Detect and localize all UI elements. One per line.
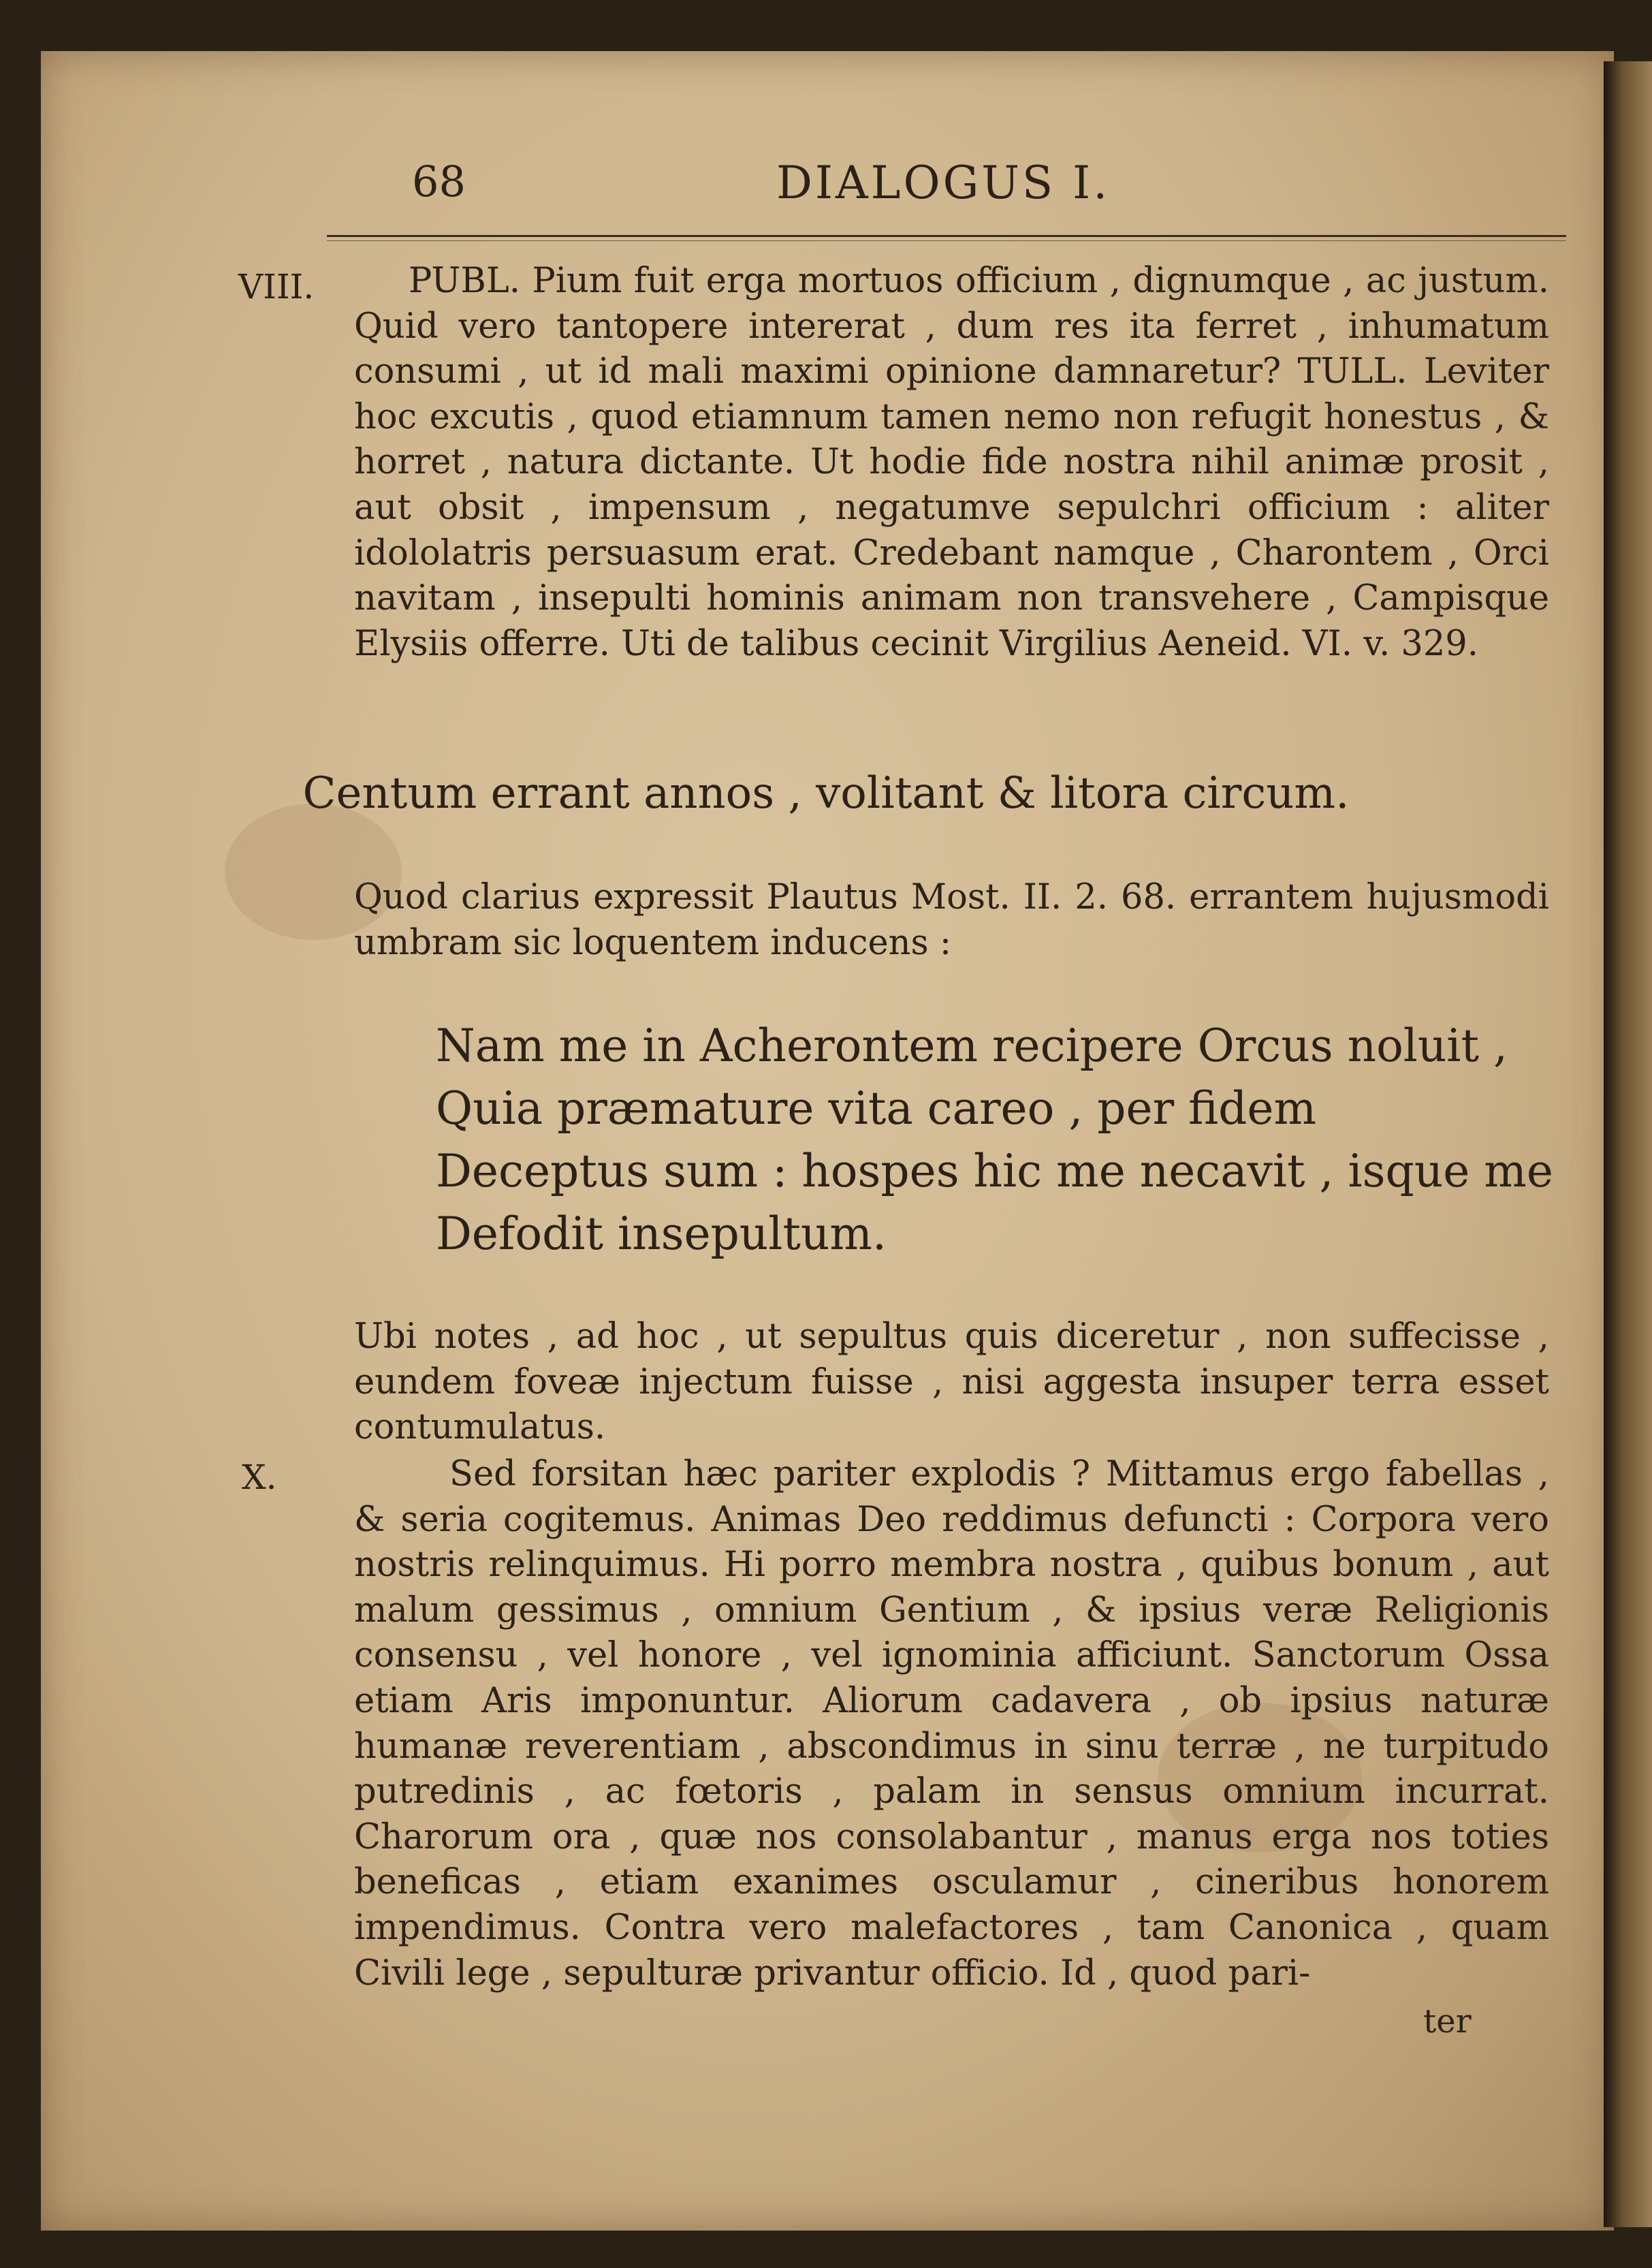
section-number-viii: VIII. xyxy=(238,267,315,306)
verse-plautus-line-1: Nam me in Acherontem recipere Orcus noluit , xyxy=(436,1020,1508,1072)
header-rule xyxy=(327,235,1566,237)
paragraph-plautus-intro: Quod clarius expressit Plautus Most. II. 2. 68. errantem hujusmodi umbram sic loquentem inducens : xyxy=(354,877,1549,963)
paragraph-publ-tull: PUBL. Pium fuit erga mortuos officium , dignumque , ac justum. Quid vero tantopere intererat , dum res ita ferret , inhumatum consumi , ut id mali maximi opinione damnaretur? TULL. Leviter hoc excutis , quod etiamnum tamen nemo non refugit honestus , & horret , natura dictante. Ut hodie fide nostra nihil animæ prosit , aut obsit , impensum , negatumve sepulchri officium : aliter idololatris persuasum erat. Credebant namque , Charontem , Orci navitam , insepulti hominis animam non transvehere , Campisque Elysiis offerre. Uti de talibus cecinit Virgilius Aeneid. VI. v. 329. xyxy=(354,261,1549,664)
verse-plautus-line-3: Deceptus sum : hospes hic me necavit , isque me xyxy=(436,1145,1553,1197)
next-page-edge xyxy=(1604,61,1652,2227)
section-number-x: X. xyxy=(242,1458,277,1497)
paragraph-sed-forsitan: Sed forsitan hæc pariter explodis ? Mittamus ergo fabellas , & seria cogitemus. Animas Deo reddimus defuncti : Corpora vero nostris relinquimus. Hi porro membra nostra , quibus bonum , aut malum gessimus , omnium Gentium , & ipsius veræ Religionis consensu , vel honore , vel ignominia afficiunt. Sanctorum Ossa etiam Aris imponuntur. Aliorum cadavera , ob ipsius naturæ humanæ reverentiam , abscondimus in sinu terræ , ne turpitudo putredinis , ac fœtoris , palam in sensus omnium incurrat. Charorum ora , quæ nos consolabantur , manus erga nos toties beneficas , etiam exanimes osculamur , cineribus honorem impendimus. Contra vero malefactores , tam Canonica , quam Civili lege , sepulturæ privantur officio. Id , quod pari- xyxy=(354,1454,1549,1994)
running-title: DIALOGUS I. xyxy=(776,157,1111,209)
paragraph-ubi-notes: Ubi notes , ad hoc , ut sepultus quis diceretur , non suffecisse , eundem foveæ injectum fuisse , nisi aggesta insuper terra esset contumulatus. xyxy=(354,1317,1549,1448)
verse-plautus-line-4: Defodit insepultum. xyxy=(436,1208,887,1260)
catchword: ter xyxy=(1423,2002,1472,2041)
header-rule-thin xyxy=(327,240,1566,241)
page-number: 68 xyxy=(412,157,466,206)
verse-plautus-line-2: Quia præmature vita careo , per fidem xyxy=(436,1082,1317,1135)
verse-virgil: Centum errant annos , volitant & litora circum. xyxy=(302,768,1350,819)
